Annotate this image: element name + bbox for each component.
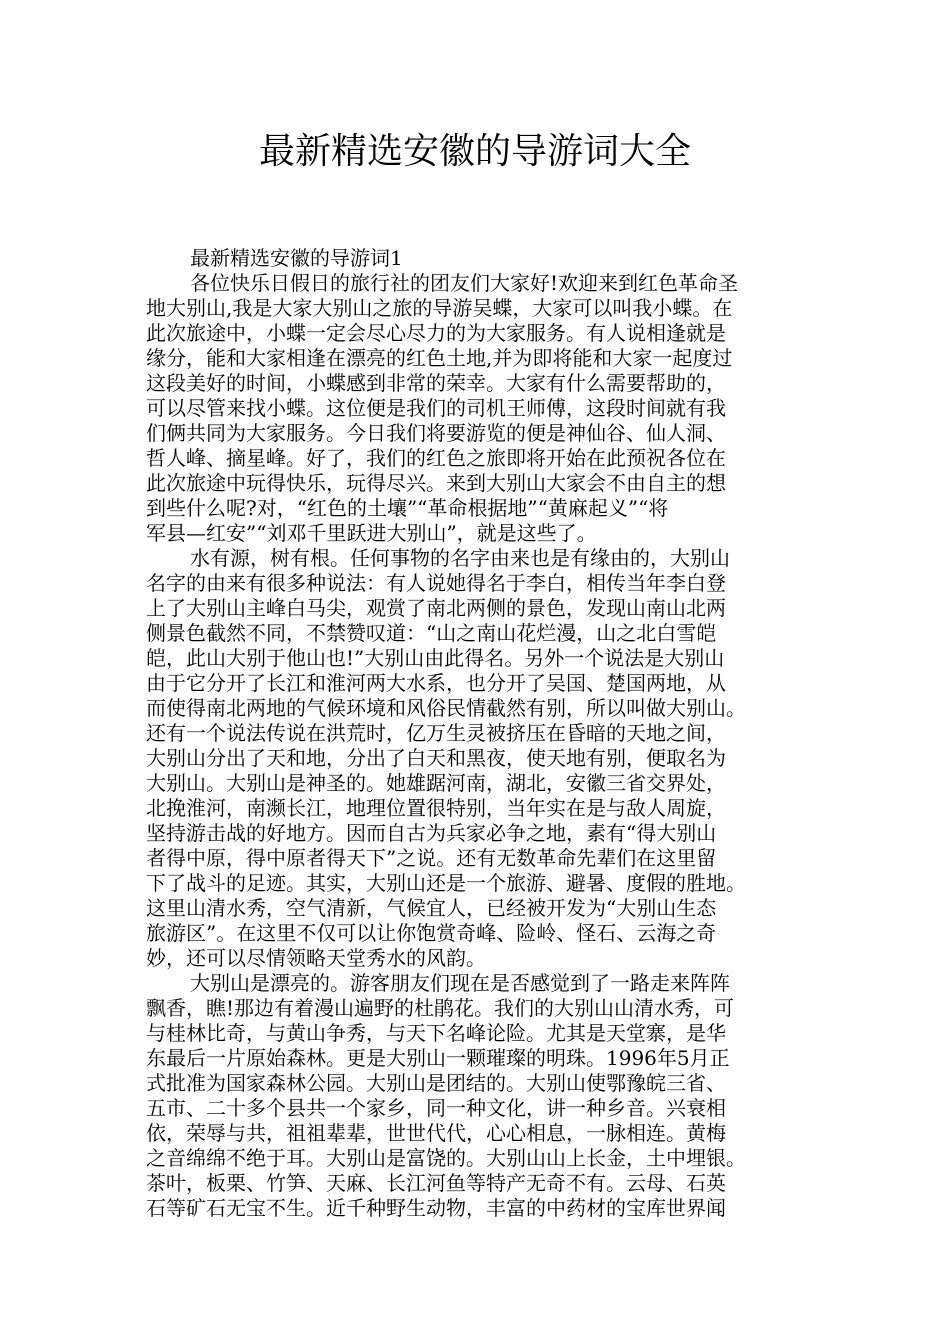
paragraph-line: 依，荣辱与共，祖祖辈辈，世世代代，心心相息，一脉相连。黄梅 xyxy=(146,1121,726,1145)
paragraph-line: 与桂林比奇，与黄山争秀，与天下名峰论险。尤其是天堂寨，是华 xyxy=(146,1021,726,1045)
paragraph-line: 地大别山,我是大家大别山之旅的导游吴蝶，大家可以叫我小蝶。在 xyxy=(146,296,733,320)
paragraph-line: 们俩共同为大家服务。今日我们将要游览的便是神仙谷、仙人洞、 xyxy=(146,421,726,445)
paragraph-line: 飘香，瞧!那边有着漫山遍野的杜鹃花。我们的大别山山清水秀，可 xyxy=(146,996,735,1020)
paragraph-line: 此次旅途中，小蝶一定会尽心尽力的为大家服务。有人说相逢就是 xyxy=(146,321,726,345)
paragraph-line: 五市、二十多个县共一个家乡，同一种文化，讲一种乡音。兴衰相 xyxy=(146,1096,726,1120)
paragraph xyxy=(146,546,826,971)
paragraph-line: 旅游区”。在这里不仅可以让你饱赏奇峰、险岭、怪石、云海之奇 xyxy=(146,921,717,945)
paragraph-line: 哲人峰、摘星峰。好了，我们的红色之旅即将开始在此预祝各位在 xyxy=(146,446,726,470)
paragraph xyxy=(146,271,826,546)
paragraph-line: 可以尽管来找小蝶。这位便是我们的司机王师傅，这段时间就有我 xyxy=(146,396,726,420)
section-subheading: 最新精选安徽的导游词1 xyxy=(190,246,403,270)
paragraph-line: 石等矿石无宝不生。近千种野生动物，丰富的中药材的宝库世界闻 xyxy=(146,1196,726,1220)
paragraph-line: 式批准为国家森林公园。大别山是团结的。大别山使鄂豫皖三省、 xyxy=(146,1071,726,1095)
paragraph-line: 这里山清水秀，空气清新，气候宜人，已经被开发为“大别山生态 xyxy=(146,896,717,920)
paragraph-line: 名字的由来有很多种说法：有人说她得名于李白，相传当年李白登 xyxy=(146,571,726,595)
paragraph-line: 皑，此山大别于他山也!”大别山由此得名。另外一个说法是大别山 xyxy=(146,646,725,670)
paragraph-line: 到些什么呢?对，“红色的土壤”“革命根据地”“黄麻起义”“将 xyxy=(146,496,669,520)
paragraph-line: 此次旅途中玩得快乐，玩得尽兴。来到大别山大家会不由自主的想 xyxy=(146,471,726,495)
paragraph-line: 妙，还可以尽情领略天堂秀水的风韵。 xyxy=(146,946,486,970)
paragraph-line: 北挽淮河，南濒长江，地理位置很特别，当年实在是与敌人周旋， xyxy=(146,796,726,820)
paragraph-line: 大别山是漂亮的。游客朋友们现在是否感觉到了一路走来阵阵 xyxy=(190,971,730,995)
paragraph-line: 军县—红安”“刘邓千里跃进大别山”，就是这些了。 xyxy=(146,521,597,545)
paragraph-line: 之音绵绵不绝于耳。大别山是富饶的。大别山山上长金，土中埋银。 xyxy=(146,1146,746,1170)
paragraph-line: 大别山。大别山是神圣的。她雄踞河南，湖北，安徽三省交界处， xyxy=(146,771,726,795)
paragraph-line: 各位快乐日假日的旅行社的团友们大家好!欢迎来到红色革命圣 xyxy=(190,271,739,295)
paragraph-line: 者得中原，得中原者得天下”之说。还有无数革命先辈们在这里留 xyxy=(146,846,717,870)
paragraph-line: 侧景色截然不同，不禁赞叹道：“山之南山花烂漫，山之北白雪皑 xyxy=(146,621,717,645)
paragraph-line: 大别山分出了天和地，分出了白天和黑夜，使天地有别，便取名为 xyxy=(146,746,726,770)
paragraph-line: 上了大别山主峰白马尖，观赏了南北两侧的景色，发现山南山北两 xyxy=(146,596,726,620)
paragraph-line: 茶叶，板栗、竹笋、天麻、长江河鱼等特产无奇不有。云母、石英 xyxy=(146,1171,726,1195)
paragraph-list xyxy=(146,271,826,1221)
paragraph-line: 下了战斗的足迹。其实，大别山还是一个旅游、避暑、度假的胜地。 xyxy=(146,871,746,895)
paragraph-line: 水有源，树有根。任何事物的名字由来也是有缘由的，大别山 xyxy=(190,546,730,570)
paragraph-line: 还有一个说法传说在洪荒时，亿万生灵被挤压在昏暗的天地之间， xyxy=(146,721,726,745)
paragraph-line: 缘分，能和大家相逢在漂亮的红色土地,并为即将能和大家一起度过 xyxy=(146,346,733,370)
document-title: 最新精选安徽的导游词大全 xyxy=(258,131,691,172)
paragraph-line: 东最后一片原始森林。更是大别山一颗璀璨的明珠。1996年5月正 xyxy=(146,1046,730,1070)
document-body xyxy=(146,246,826,1221)
paragraph-line: 而使得南北两地的气候环境和风俗民情截然有别，所以叫做大别山。 xyxy=(146,696,746,720)
paragraph xyxy=(146,971,826,1221)
paragraph-line: 这段美好的时间，小蝶感到非常的荣幸。大家有什么需要帮助的， xyxy=(146,371,726,395)
paragraph-line: 坚持游击战的好地方。因而自古为兵家必争之地，素有“得大别山 xyxy=(146,821,717,845)
paragraph-line: 由于它分开了长江和淮河两大水系，也分开了吴国、楚国两地，从 xyxy=(146,671,726,695)
